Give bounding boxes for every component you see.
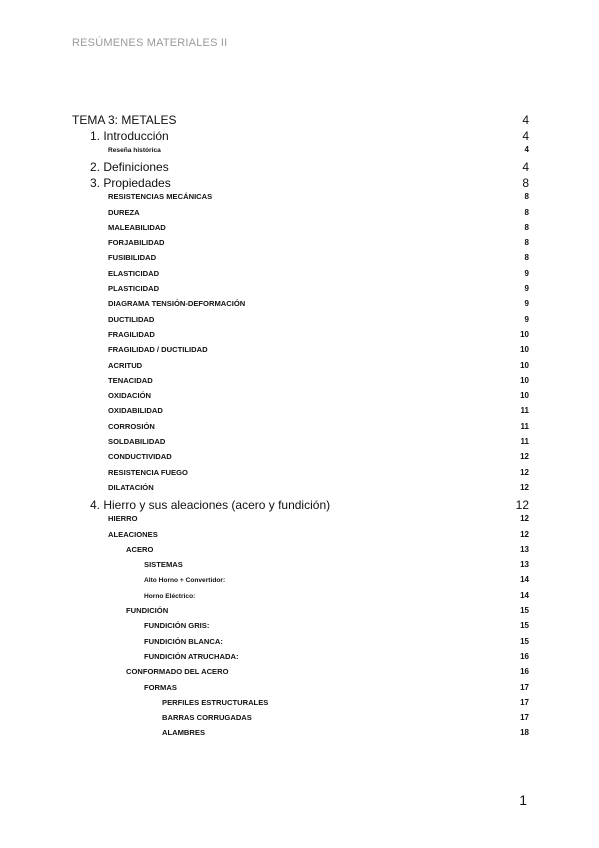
toc-entry-label: FORMAS xyxy=(144,682,177,692)
toc-entry-label: DUCTILIDAD xyxy=(108,314,155,324)
toc-entry-label: ALAMBRES xyxy=(162,728,206,738)
toc-entry[interactable] xyxy=(72,361,529,376)
toc-entry-label: CORROSIÓN xyxy=(108,421,155,431)
toc-entry[interactable] xyxy=(72,238,529,253)
toc-entry-page: 10 xyxy=(520,345,529,355)
toc-entry[interactable] xyxy=(72,145,529,160)
toc-entry-label: DIAGRAMA TENSIÓN-DEFORMACIÓN xyxy=(108,299,246,309)
toc-entry[interactable] xyxy=(72,637,529,652)
toc-entry-label: FORJABILIDAD xyxy=(108,238,165,248)
toc-entry-page: 10 xyxy=(520,360,529,370)
toc-entry-page: 9 xyxy=(524,268,529,278)
toc-entry[interactable] xyxy=(72,683,529,698)
table-of-contents xyxy=(72,113,529,744)
toc-entry-page: 10 xyxy=(520,329,529,339)
toc-entry-page: 4 xyxy=(522,129,529,143)
toc-entry-label: FUSIBILIDAD xyxy=(108,253,157,263)
toc-entry-page: 9 xyxy=(524,314,529,324)
toc-entry[interactable] xyxy=(72,269,529,284)
toc-entry-label: 3. Propiedades xyxy=(90,176,171,191)
toc-entry[interactable] xyxy=(72,575,529,590)
toc-entry[interactable] xyxy=(72,530,529,545)
toc-entry-label: MALEABILIDAD xyxy=(108,222,166,232)
toc-entry[interactable] xyxy=(72,284,529,299)
toc-entry[interactable] xyxy=(72,698,529,713)
toc-entry[interactable] xyxy=(72,728,529,743)
toc-entry-label: RESISTENCIAS MECÁNICAS xyxy=(108,192,213,202)
page-number: 1 xyxy=(519,792,527,808)
toc-entry[interactable] xyxy=(72,713,529,728)
toc-entry-label: FUNDICIÓN GRIS: xyxy=(144,621,210,631)
toc-entry-page: 15 xyxy=(520,621,529,631)
toc-entry-page: 14 xyxy=(520,590,529,600)
toc-entry-label: FUNDICIÓN BLANCA: xyxy=(144,636,223,646)
toc-entry-page: 9 xyxy=(524,284,529,294)
toc-entry-label: TEMA 3: METALES xyxy=(72,113,177,127)
toc-entry-page: 14 xyxy=(520,575,529,585)
toc-entry[interactable] xyxy=(72,606,529,621)
toc-entry-page: 11 xyxy=(520,406,529,416)
toc-entry-label: FRAGILIDAD / DUCTILIDAD xyxy=(108,345,208,355)
toc-entry-page: 12 xyxy=(520,482,529,492)
toc-entry-label: CONFORMADO DEL ACERO xyxy=(126,667,229,677)
toc-entry-page: 8 xyxy=(524,207,529,217)
toc-entry[interactable] xyxy=(72,591,529,606)
toc-entry-label: CONDUCTIVIDAD xyxy=(108,452,172,462)
toc-entry-label: FRAGILIDAD xyxy=(108,329,155,339)
toc-entry-page: 16 xyxy=(520,651,529,661)
toc-entry-page: 13 xyxy=(520,544,529,554)
toc-entry[interactable] xyxy=(72,560,529,575)
toc-entry-page: 9 xyxy=(524,299,529,309)
toc-entry-page: 8 xyxy=(524,222,529,232)
toc-entry-page: 12 xyxy=(520,514,529,524)
toc-entry-page: 8 xyxy=(522,176,529,191)
toc-entry-label: RESISTENCIA FUEGO xyxy=(108,467,188,477)
toc-entry[interactable] xyxy=(72,376,529,391)
toc-entry-page: 15 xyxy=(520,606,529,616)
toc-entry-page: 10 xyxy=(520,375,529,385)
toc-entry[interactable] xyxy=(72,422,529,437)
toc-entry-label: OXIDACIÓN xyxy=(108,391,152,401)
toc-entry-label: BARRAS CORRUGADAS xyxy=(162,713,252,723)
toc-entry-label: ACERO xyxy=(126,544,154,554)
toc-entry[interactable] xyxy=(72,345,529,360)
toc-entry[interactable] xyxy=(72,176,529,192)
toc-entry-label: Reseña histórica xyxy=(108,147,161,154)
toc-entry-label: ELASTICIDAD xyxy=(108,268,160,278)
toc-entry[interactable] xyxy=(72,299,529,314)
toc-entry-label: DUREZA xyxy=(108,207,140,217)
toc-entry[interactable] xyxy=(72,667,529,682)
toc-entry[interactable] xyxy=(72,621,529,636)
toc-entry[interactable] xyxy=(72,452,529,467)
toc-entry-label: OXIDABILIDAD xyxy=(108,406,163,416)
toc-entry[interactable] xyxy=(72,330,529,345)
toc-entry-page: 12 xyxy=(515,498,529,513)
toc-entry[interactable] xyxy=(72,192,529,207)
toc-entry-page: 12 xyxy=(520,529,529,539)
toc-entry-label: Horno Eléctrico: xyxy=(144,592,196,600)
toc-entry-page: 4 xyxy=(522,160,529,175)
toc-entry-page: 15 xyxy=(520,636,529,646)
toc-entry[interactable] xyxy=(72,129,529,145)
toc-entry-label: 4. Hierro y sus aleaciones (acero y fundición) xyxy=(90,498,331,513)
toc-entry[interactable] xyxy=(72,437,529,452)
toc-entry-page: 17 xyxy=(520,682,529,692)
toc-entry-page: 8 xyxy=(524,253,529,263)
toc-entry[interactable] xyxy=(72,160,529,176)
toc-entry-label: TENACIDAD xyxy=(108,375,153,385)
toc-entry-label: DILATACIÓN xyxy=(108,482,154,492)
toc-entry[interactable] xyxy=(72,315,529,330)
toc-entry-page: 17 xyxy=(520,713,529,723)
toc-entry-label: 1. Introducción xyxy=(90,129,169,143)
toc-entry[interactable] xyxy=(72,498,529,514)
toc-entry[interactable] xyxy=(72,514,529,529)
toc-entry[interactable] xyxy=(72,545,529,560)
toc-entry-page: 4 xyxy=(524,145,529,154)
toc-entry-label: FUNDICIÓN ATRUCHADA: xyxy=(144,651,239,661)
toc-entry[interactable] xyxy=(72,483,529,498)
toc-entry-page: 18 xyxy=(520,728,529,738)
toc-entry-page: 13 xyxy=(520,560,529,570)
toc-entry-label: HIERRO xyxy=(108,514,138,524)
toc-entry-page: 12 xyxy=(520,452,529,462)
toc-entry[interactable] xyxy=(72,391,529,406)
toc-entry[interactable] xyxy=(72,652,529,667)
toc-entry[interactable] xyxy=(72,406,529,421)
toc-entry-label: SISTEMAS xyxy=(144,560,183,570)
toc-entry[interactable] xyxy=(72,208,529,223)
toc-entry-label: PERFILES ESTRUCTURALES xyxy=(162,697,269,707)
toc-entry-page: 11 xyxy=(520,421,529,431)
toc-entry-label: PLASTICIDAD xyxy=(108,284,160,294)
toc-entry-label: FUNDICIÓN xyxy=(126,606,169,616)
toc-entry-page: 4 xyxy=(522,113,529,127)
toc-entry-page: 16 xyxy=(520,667,529,677)
running-header: RESÚMENES MATERIALES II xyxy=(72,37,228,49)
toc-entry-page: 10 xyxy=(520,391,529,401)
toc-entry-label: Alto Horno + Convertidor: xyxy=(144,577,226,585)
toc-entry-page: 11 xyxy=(520,437,529,447)
toc-entry-label: ALEACIONES xyxy=(108,529,158,539)
toc-entry-page: 8 xyxy=(524,238,529,248)
toc-entry-label: SOLDABILIDAD xyxy=(108,437,166,447)
toc-entry-page: 8 xyxy=(524,192,529,202)
toc-entry[interactable] xyxy=(72,253,529,268)
toc-entry-label: ACRITUD xyxy=(108,360,143,370)
toc-entry[interactable] xyxy=(72,468,529,483)
toc-entry[interactable] xyxy=(72,113,529,129)
toc-entry-label: 2. Definiciones xyxy=(90,160,169,175)
toc-entry-page: 17 xyxy=(520,697,529,707)
toc-entry-page: 12 xyxy=(520,467,529,477)
toc-entry[interactable] xyxy=(72,223,529,238)
